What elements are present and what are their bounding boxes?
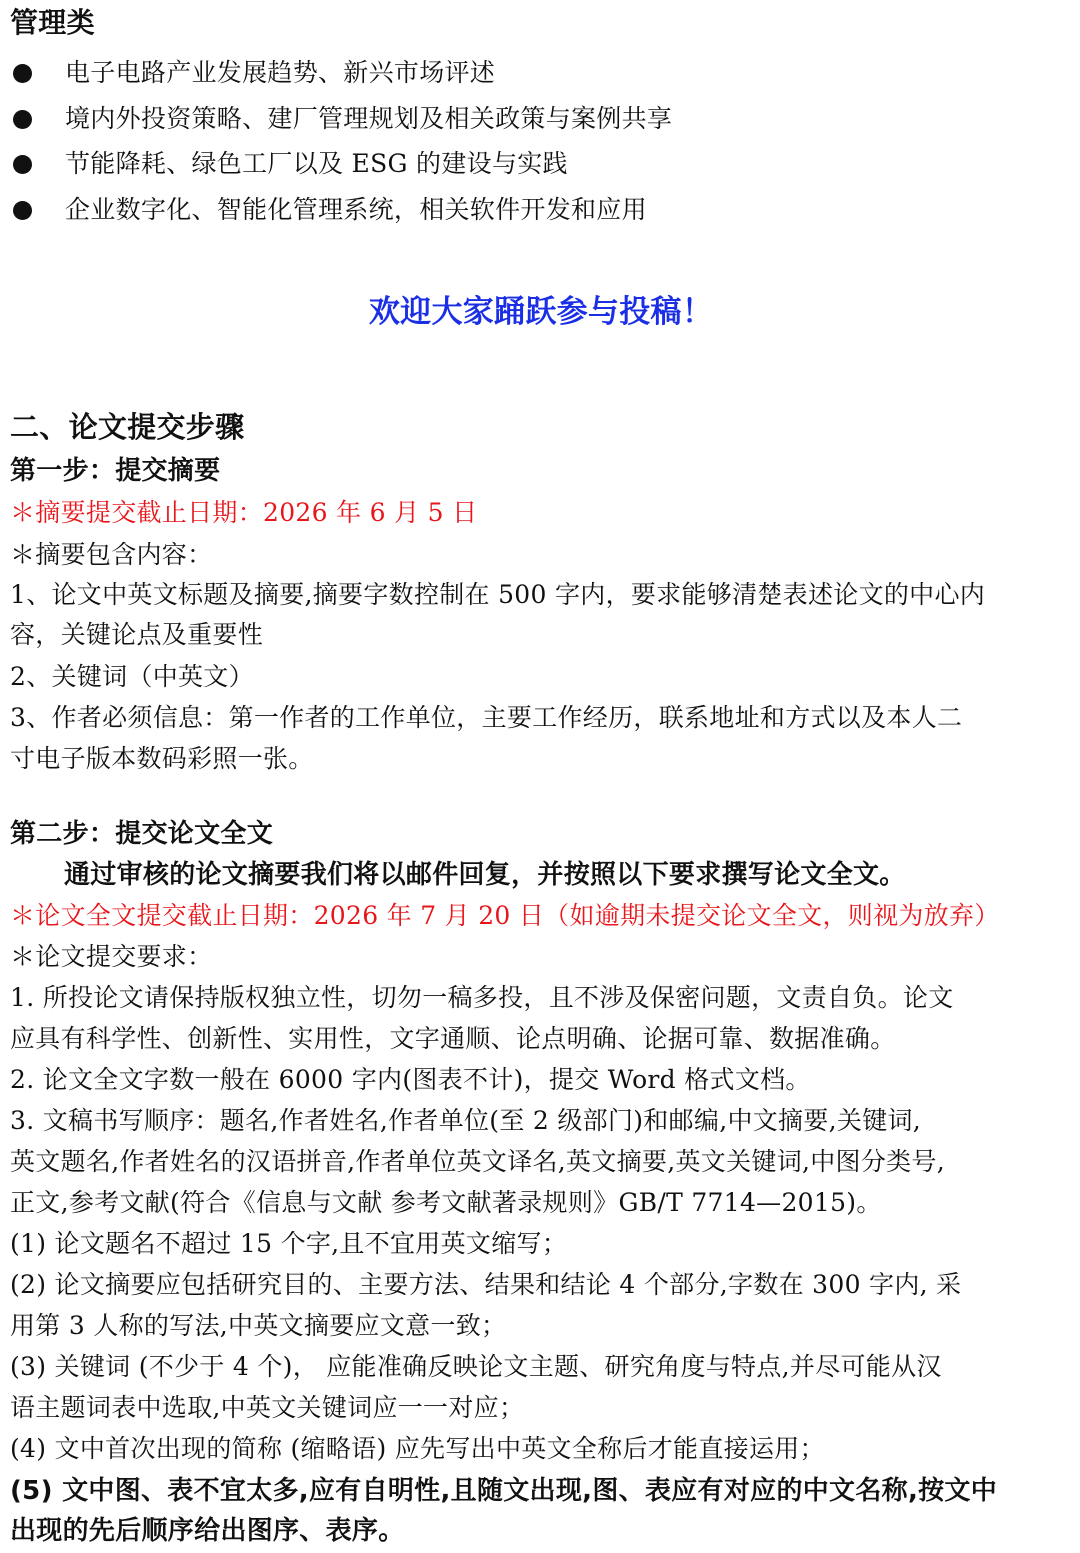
step1-item-line: 1、论文中英文标题及摘要,摘要字数控制在 500 字内，要求能够清楚表述论文的中心内 [10,580,986,609]
step1-item-line: 容，关键论点及重要性 [10,620,264,649]
bullet-text: 境内外投资策略、建厂管理规划及相关政策与案例共享 [65,104,673,133]
step2-intro: 通过审核的论文摘要我们将以邮件回复，并按照以下要求撰写论文全文。 [64,860,906,890]
requirement-line: 应具有科学性、创新性、实用性，文字通顺、论点明确、论据可靠、数据准确。 [10,1024,896,1053]
step1-item-line: 2、关键词（中英文） [10,662,254,691]
step1-title: 第一步：提交摘要 [10,456,221,486]
bullet-dot-icon [13,201,32,220]
requirement-line: 正文,参考文献(符合《信息与文献 参考文献著录规则》GB/T 7714—2015)。 [10,1188,882,1217]
bullet-dot-icon [13,64,32,83]
requirement-line: 用第 3 人称的写法,中英文摘要应文意一致； [10,1311,507,1340]
requirement-bold-line: 出现的先后顺序给出图序、表序。 [10,1516,405,1546]
section-heading: 二、论文提交步骤 [10,410,245,444]
requirement-line: 3. 文稿书写顺序：题名,作者姓名,作者单位(至 2 级部门)和邮编,中文摘要,关键词, [10,1106,922,1135]
bullet-text: 节能降耗、绿色工厂以及 ESG 的建设与实践 [65,149,568,178]
bullet-dot-icon [13,155,32,174]
bullet-text: 电子电路产业发展趋势、新兴市场评述 [65,58,496,87]
requirement-line: (3) 关键词 (不少于 4 个)， 应能准确反映论文主题、研究角度与特点,并尽可能从汉 [10,1352,942,1381]
list-item [10,56,1070,92]
requirement-line: (4) 文中首次出现的简称 (缩略语) 应先写出中英文全称后才能直接运用； [10,1434,825,1463]
requirement-line: 1. 所投论文请保持版权独立性，切勿一稿多投，且不涉及保密问题，文责自负。论文 [10,983,954,1012]
step2-title: 第二步：提交论文全文 [10,819,274,849]
step2-req-label: ＊论文提交要求： [10,942,213,971]
step1-item-line: 3、作者必须信息：第一作者的工作单位，主要工作经历，联系地址和方式以及本人二 [10,703,963,732]
list-item [10,147,1070,183]
requirement-line: (2) 论文摘要应包括研究目的、主要方法、结果和结论 4 个部分,字数在 300 字内, 采 [10,1270,962,1299]
list-item [10,102,1070,138]
step2-deadline: ＊论文全文提交截止日期：2026 年 7 月 20 日（如逾期未提交论文全文，则视为放弃） [10,901,1000,930]
requirement-line: 英文题名,作者姓名的汉语拼音,作者单位英文译名,英文摘要,英文关键词,中图分类号, [10,1147,945,1176]
list-item [10,193,1070,229]
requirement-line: 语主题词表中选取,中英文关键词应一一对应； [10,1393,525,1422]
welcome-message: 欢迎大家踊跃参与投稿！ [368,294,714,330]
requirement-bold-line: (5) 文中图、表不宜太多,应有自明性,且随文出现,图、表应有对应的中文名称,按文中 [10,1476,998,1506]
bullet-text: 企业数字化、智能化管理系统，相关软件开发和应用 [65,195,647,224]
bullet-dot-icon [13,110,32,129]
requirement-line: (1) 论文题名不超过 15 个字,且不宜用英文缩写； [10,1229,568,1258]
step1-contents-label: ＊摘要包含内容： [10,540,213,569]
requirement-line: 2. 论文全文字数一般在 6000 字内(图表不计)，提交 Word 格式文档。 [10,1065,811,1094]
step1-item-line: 寸电子版本数码彩照一张。 [10,744,314,773]
management-heading: 管理类 [10,6,95,39]
step1-deadline: ＊摘要提交截止日期：2026 年 6 月 5 日 [10,498,478,527]
